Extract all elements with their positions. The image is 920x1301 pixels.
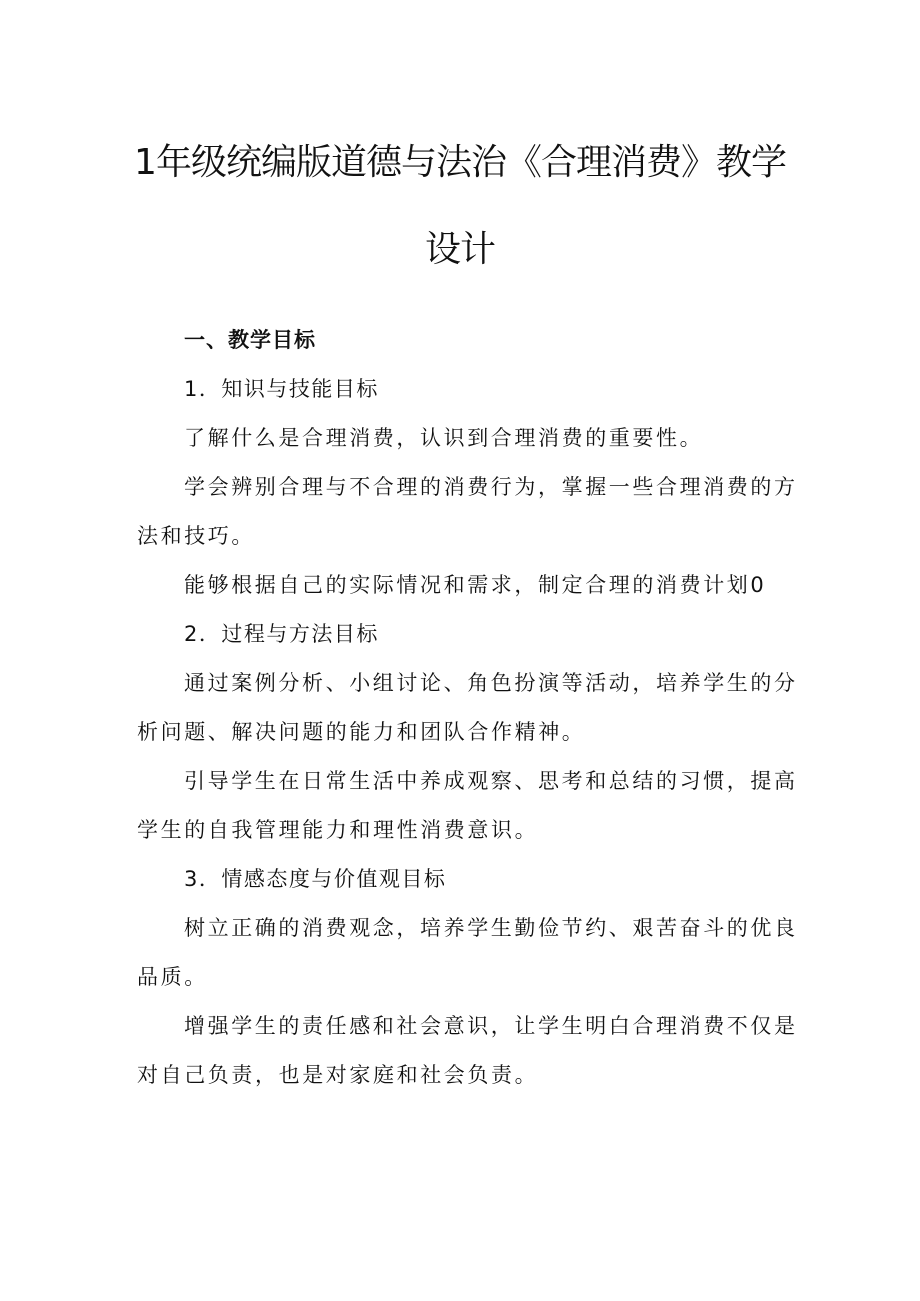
paragraph-line: 能够根据自己的实际情况和需求，制定合理的消费计划0: [184, 573, 767, 597]
document-title-line-2: 设计: [424, 229, 495, 270]
paragraph-line: 法和技巧。: [137, 524, 255, 548]
paragraph-line: 对自己负责，也是对家庭和社会负责。: [137, 1063, 539, 1087]
paragraph-line: 学会辨别合理与不合理的消费行为，掌握一些合理消费的方: [184, 475, 798, 499]
paragraph-line: 了解什么是合理消费，认识到合理消费的重要性。: [184, 426, 704, 450]
paragraph-line: 通过案例分析、小组讨论、角色扮演等活动，培养学生的分: [184, 671, 798, 695]
paragraph-line: 析问题、解决问题的能力和团队合作精神。: [137, 720, 586, 744]
section-heading-teaching-goals: 一、教学目标: [184, 328, 316, 352]
paragraph-line: 品质。: [137, 965, 208, 989]
document-title-line-1: 1年级统编版道德与法治《合理消费》教学: [134, 142, 786, 183]
paragraph-line: 树立正确的消费观念，培养学生勤俭节约、艰苦奋斗的优良: [184, 916, 798, 940]
subheading-process-methods: 2．过程与方法目标: [184, 622, 379, 646]
paragraph-line: 引导学生在日常生活中养成观察、思考和总结的习惯，提高: [184, 769, 798, 793]
subheading-knowledge-skills: 1．知识与技能目标: [184, 377, 379, 401]
subheading-emotion-values: 3．情感态度与价值观目标: [184, 867, 447, 891]
paragraph-line: 学生的自我管理能力和理性消费意识。: [137, 818, 539, 842]
paragraph-line: 增强学生的责任感和社会意识，让学生明白合理消费不仅是: [184, 1014, 798, 1038]
